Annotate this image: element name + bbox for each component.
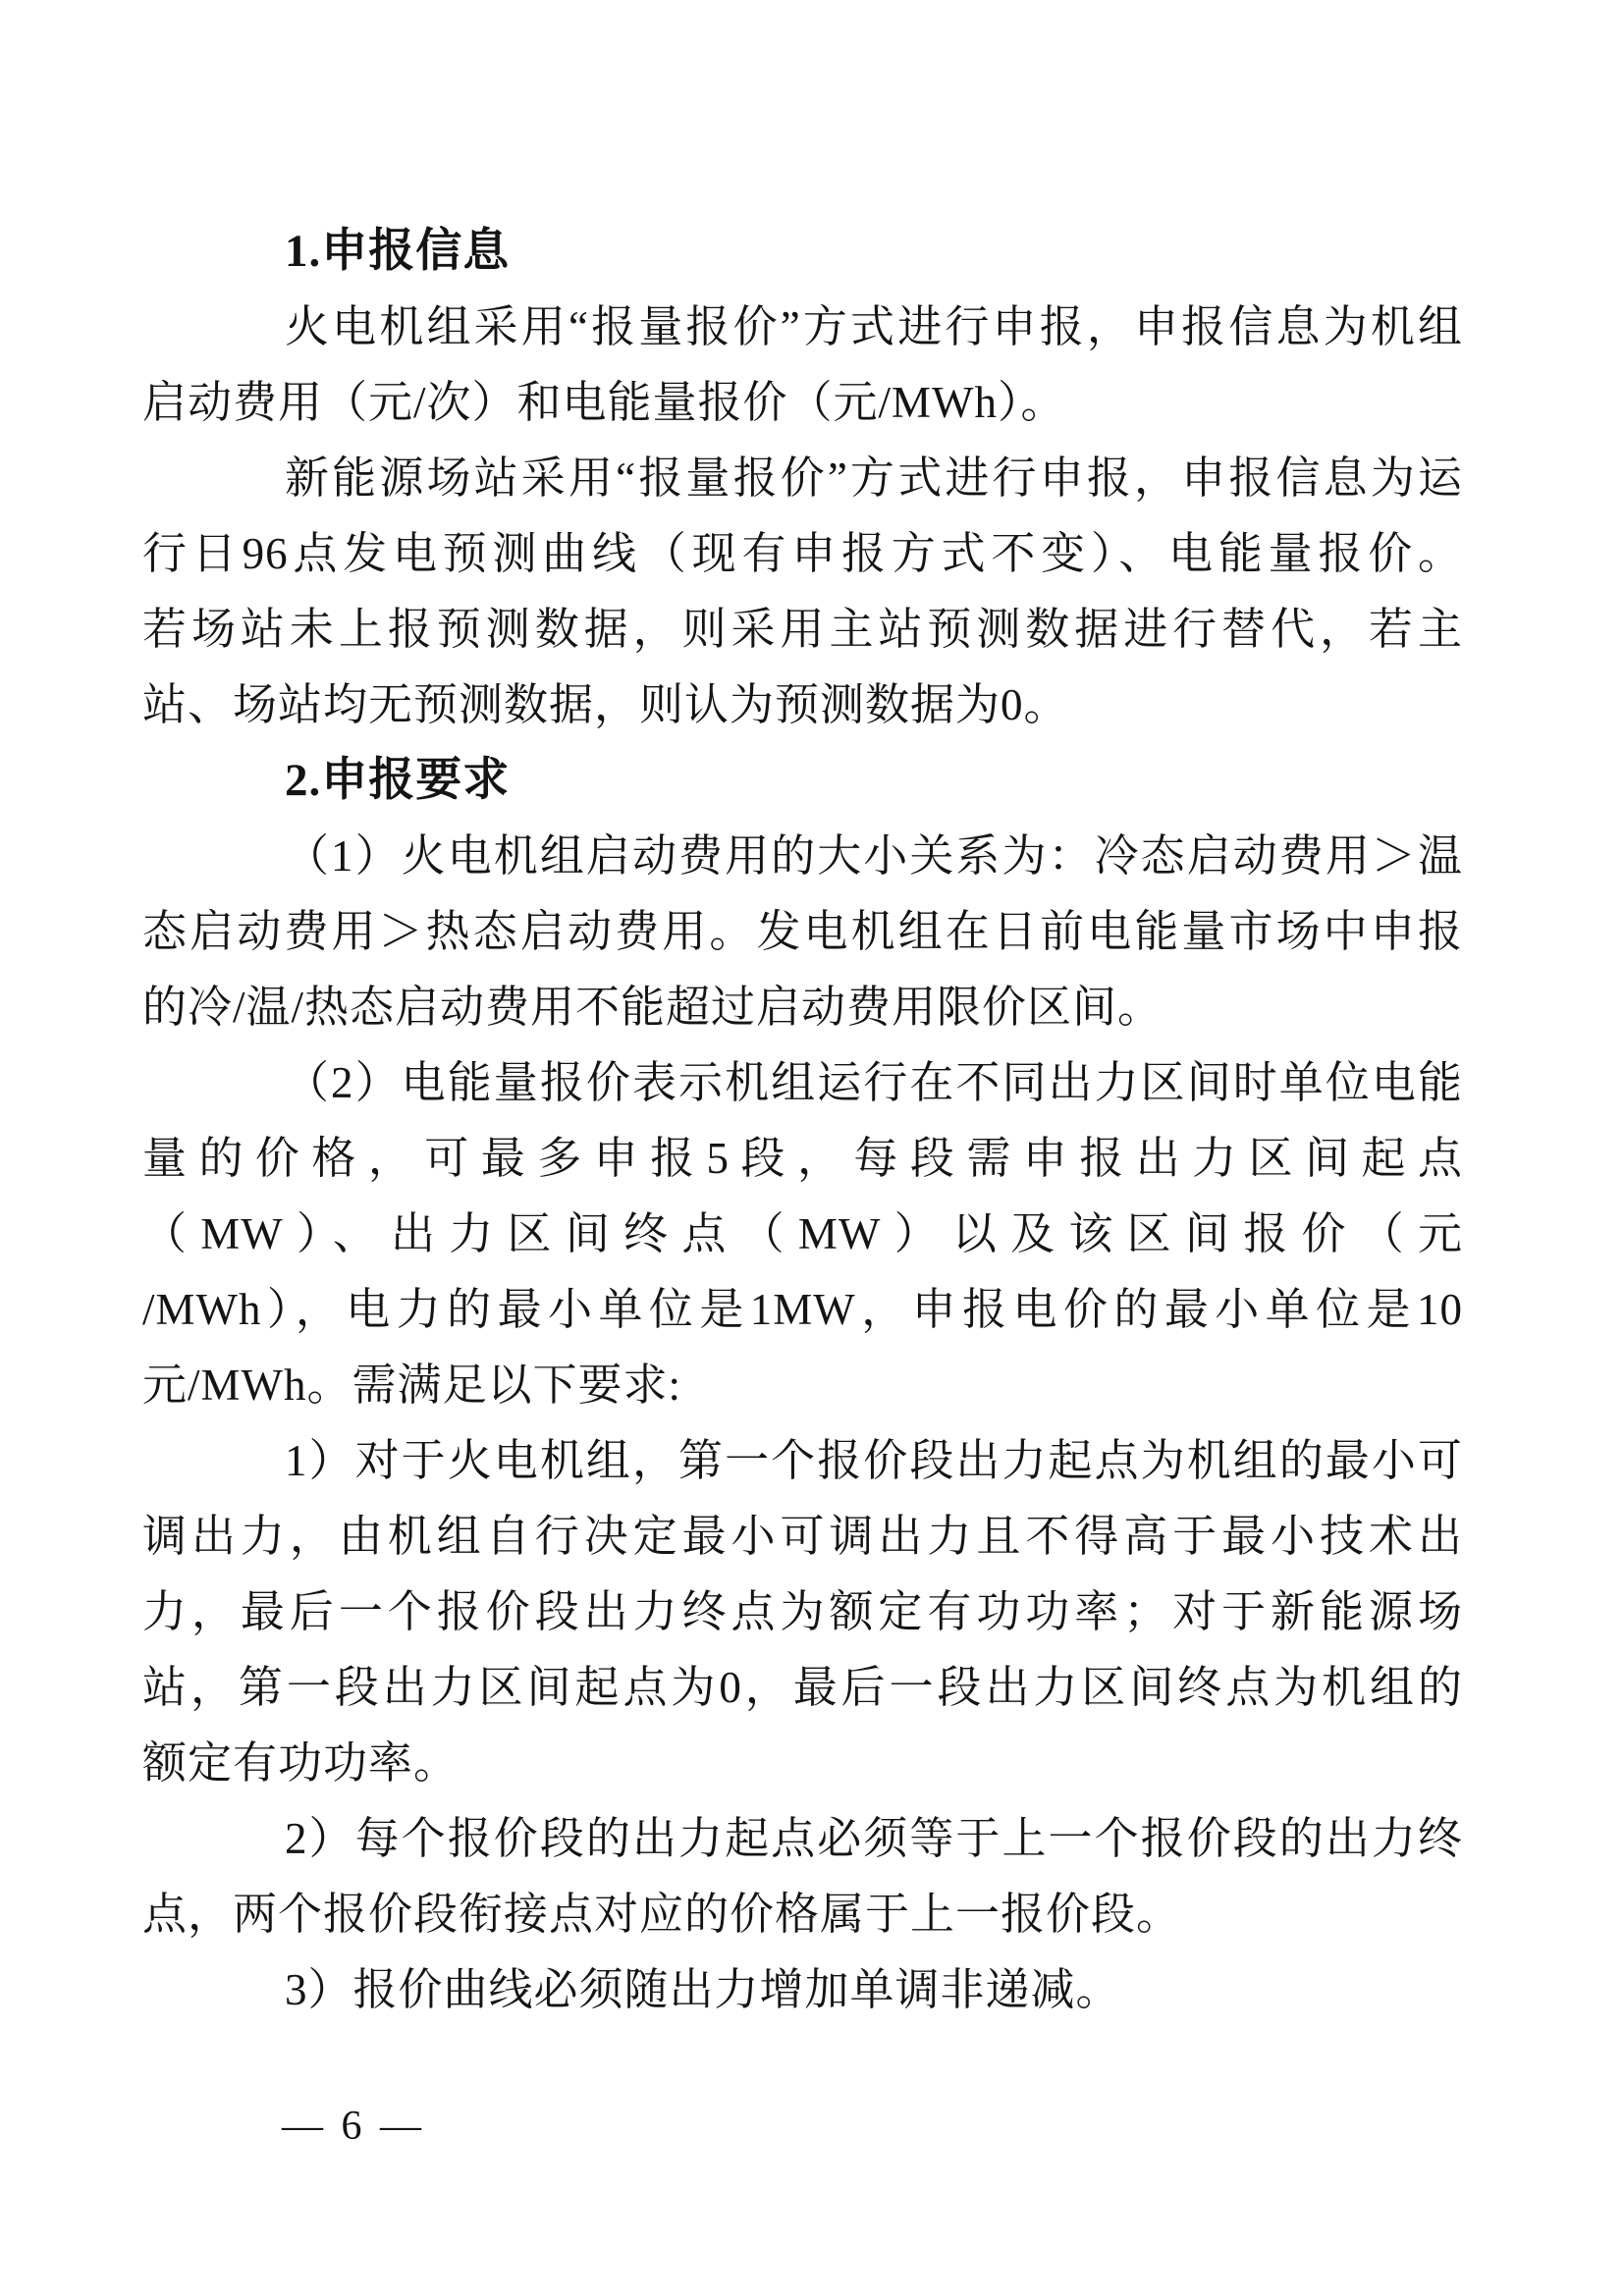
text-line: 的冷/温/热态启动费用不能超过启动费用限价区间。 xyxy=(142,983,1163,1032)
text-line: 火电机组采用“报量报价”方式进行申报，申报信息为机组 xyxy=(285,302,1463,351)
text-line: 若场站未上报预测数据，则采用主站预测数据进行替代，若主 xyxy=(142,605,1463,654)
text-line: 量的价格，可最多申报5段，每段需申报出力区间起点 xyxy=(142,1134,1463,1183)
document-body xyxy=(142,214,1463,2028)
text-line: （MW）、出力区间终点（MW）以及该区间报价（元 xyxy=(142,1209,1463,1258)
section-declaration-info xyxy=(142,214,1463,290)
text-line: 额定有功功率。 xyxy=(142,1738,460,1788)
heading-declaration-requirements: 2.申报要求 xyxy=(285,755,511,806)
text-line: 行日96点发电预测曲线（现有申报方式不变）、电能量报价。 xyxy=(142,529,1463,578)
text-line: 态启动费用＞热态启动费用。发电机组在日前电能量市场中申报 xyxy=(142,907,1463,956)
paragraph-energy-price-rule xyxy=(142,1045,1463,1423)
text-line: 调出力，由机组自行决定最小可调出力且不得高于最小技术出 xyxy=(142,1512,1463,1561)
text-line: 新能源场站采用“报量报价”方式进行申报，申报信息为运 xyxy=(285,454,1463,503)
section-declaration-requirements xyxy=(142,743,1463,819)
paragraph-rule-3-monotonic-curve xyxy=(142,1952,1463,2028)
text-line: 点，两个报价段衔接点对应的价格属于上一报价段。 xyxy=(142,1890,1182,1939)
text-line: （1）火电机组启动费用的大小关系为：冷态启动费用＞温 xyxy=(285,831,1463,881)
paragraph-renewable-declaration xyxy=(142,441,1463,743)
page-footer xyxy=(282,2097,425,2156)
heading-declaration-info: 1.申报信息 xyxy=(285,226,511,277)
paragraph-rule-2-segment-continuity xyxy=(142,1801,1463,1952)
text-line: 启动费用（元/次）和电能量报价（元/MWh）。 xyxy=(142,378,1066,427)
paragraph-thermal-declaration xyxy=(142,290,1463,441)
text-line: 3）报价曲线必须随出力增加单调非递减。 xyxy=(285,1965,1121,2014)
text-line: （2）电能量报价表示机组运行在不同出力区间时单位电能 xyxy=(285,1058,1463,1107)
text-line: 力，最后一个报价段出力终点为额定有功功率；对于新能源场 xyxy=(142,1587,1463,1636)
paragraph-startup-cost-rule xyxy=(142,819,1463,1045)
page-number: — 6 — xyxy=(282,2104,425,2149)
text-line: 2）每个报价段的出力起点必须等于上一个报价段的出力终 xyxy=(285,1814,1463,1863)
text-line: 元/MWh。需满足以下要求: xyxy=(142,1361,681,1410)
text-line: 站，第一段出力区间起点为0，最后一段出力区间终点为机组的 xyxy=(142,1663,1463,1712)
text-line: /MWh），电力的最小单位是1MW，申报电价的最小单位是10 xyxy=(142,1285,1463,1334)
paragraph-rule-1-output-start xyxy=(142,1423,1463,1801)
text-line: 站、场站均无预测数据，则认为预测数据为0。 xyxy=(142,680,1069,729)
text-line: 1）对于火电机组，第一个报价段出力起点为机组的最小可 xyxy=(285,1436,1463,1485)
